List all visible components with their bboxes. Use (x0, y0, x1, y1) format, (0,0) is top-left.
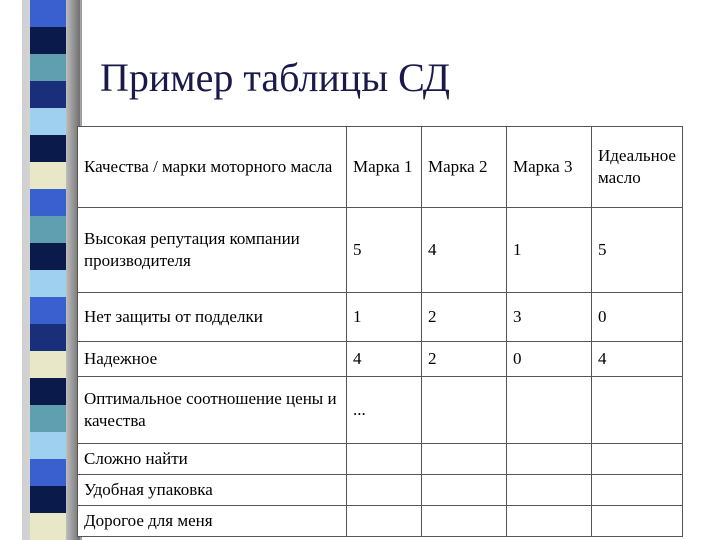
table-cell (507, 506, 592, 537)
table-cell: 5 (592, 208, 683, 293)
row-label: Надежное (78, 342, 347, 377)
table-cell: 4 (592, 342, 683, 377)
row-label: Высокая репутация компании производителя (78, 208, 347, 293)
header-cell-ideal-oil: Идеальное масло (592, 127, 683, 208)
decorative-color-block (30, 297, 66, 324)
table-cell (507, 475, 592, 506)
table-cell (422, 377, 507, 444)
decorative-color-block (30, 378, 66, 405)
table-cell: 2 (422, 342, 507, 377)
table-cell: 1 (347, 293, 422, 342)
decorative-color-blocks (30, 0, 66, 540)
table-cell (347, 444, 422, 475)
table-cell: 3 (507, 293, 592, 342)
decorative-color-block (30, 135, 66, 162)
table-row (78, 377, 683, 444)
decorative-color-block (30, 27, 66, 54)
table-row (78, 475, 683, 506)
table-cell: 0 (592, 293, 683, 342)
table-row (78, 506, 683, 537)
decorative-color-block (30, 81, 66, 108)
table-cell (507, 377, 592, 444)
decorative-color-block (30, 162, 66, 189)
table-header-row (78, 127, 683, 208)
header-cell-brand-3: Марка 3 (507, 127, 592, 208)
decorative-color-block (30, 216, 66, 243)
table-cell (592, 506, 683, 537)
decorative-color-block (30, 189, 66, 216)
table-cell: 5 (347, 208, 422, 293)
table-row (78, 444, 683, 475)
row-label: Оптимальное соотношение цены и качества (78, 377, 347, 444)
table-cell: ... (347, 377, 422, 444)
decorative-color-block (30, 324, 66, 351)
table-cell: 4 (347, 342, 422, 377)
table-cell (422, 506, 507, 537)
table-cell (592, 475, 683, 506)
table-cell: 4 (422, 208, 507, 293)
decorative-color-block (30, 54, 66, 81)
comparison-table (77, 126, 683, 537)
table-row (78, 342, 683, 377)
table-cell (347, 475, 422, 506)
slide-title: Пример таблицы СД (100, 55, 451, 100)
table-cell (592, 444, 683, 475)
decorative-color-block (30, 351, 66, 378)
decorative-color-block (30, 0, 66, 27)
header-cell-brand-2: Марка 2 (422, 127, 507, 208)
header-cell-qualities: Качества / марки моторного масла (78, 127, 347, 208)
table-cell: 1 (507, 208, 592, 293)
table-cell: 2 (422, 293, 507, 342)
table-cell (422, 475, 507, 506)
decorative-color-block (30, 513, 66, 540)
decorative-color-block (30, 270, 66, 297)
decorative-color-block (30, 243, 66, 270)
decorative-color-block (30, 432, 66, 459)
row-label: Удобная упаковка (78, 475, 347, 506)
row-label: Нет защиты от подделки (78, 293, 347, 342)
decorative-color-block (30, 486, 66, 513)
table-cell (507, 444, 592, 475)
table-cell (422, 444, 507, 475)
table-cell (347, 506, 422, 537)
decorative-color-block (30, 405, 66, 432)
table-row (78, 208, 683, 293)
decorative-color-block (30, 459, 66, 486)
table-cell (592, 377, 683, 444)
table-row (78, 293, 683, 342)
decorative-color-block (30, 108, 66, 135)
header-cell-brand-1: Марка 1 (347, 127, 422, 208)
row-label: Сложно найти (78, 444, 347, 475)
row-label: Дорогое для меня (78, 506, 347, 537)
table-cell: 0 (507, 342, 592, 377)
